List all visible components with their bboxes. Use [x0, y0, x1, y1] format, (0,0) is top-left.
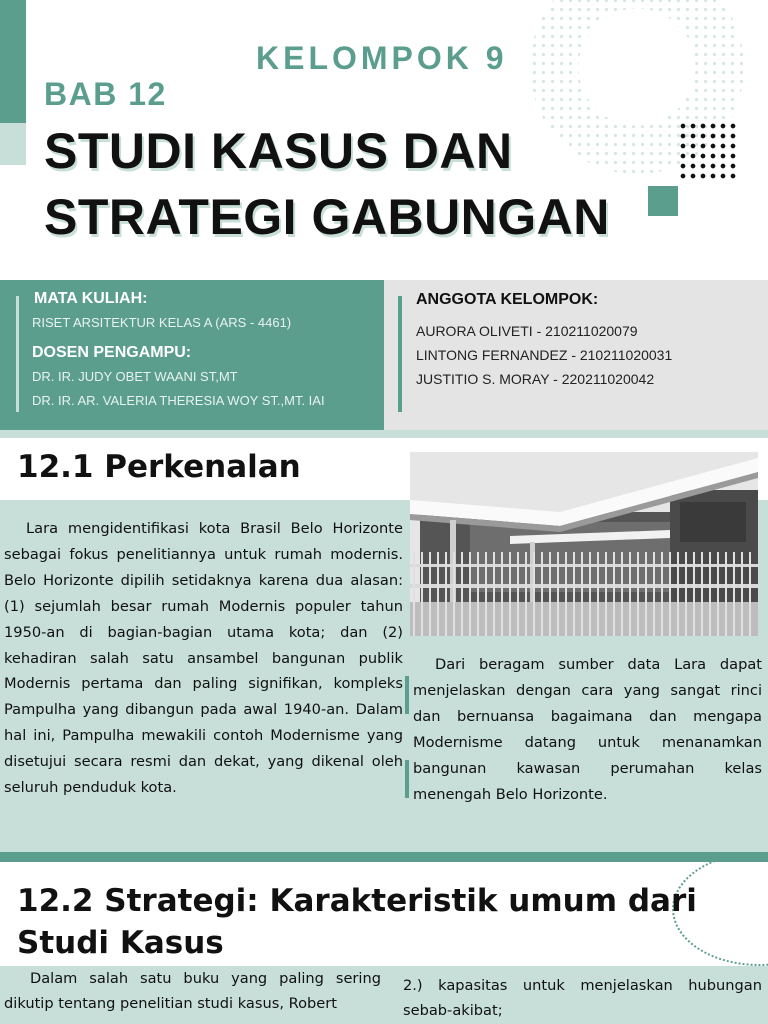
dot-grid-decoration	[678, 121, 738, 181]
teal-square-decoration	[648, 186, 678, 216]
title-line-2: STRATEGI GABUNGAN	[44, 189, 610, 245]
panel-divider-light	[16, 296, 19, 412]
group-title: KELOMPOK 9	[256, 40, 508, 76]
chapter-label: BAB 12	[44, 76, 167, 112]
member-2: LINTONG FERNANDEZ - 210211020031	[416, 347, 673, 363]
members-label: ANGGOTA KELOMPOK:	[416, 291, 599, 308]
page-title	[44, 118, 610, 250]
lecturer-2: DR. IR. AR. VALERIA THERESIA WOY ST.,MT. IAI	[32, 393, 325, 408]
section-2-heading-line-2: Studi Kasus	[17, 925, 224, 961]
accent-tick	[405, 676, 409, 714]
section-1-paragraph-right: Dari beragam sumber data Lara dapat menjelaskan dengan cara yang sangat rinci dan bernuansa bagaimana dan mengapa Modernisme datang untuk menanamkan bangunan kawasan perumahan kelas menengah Belo Horizonte.	[413, 656, 762, 803]
panel-divider-teal	[398, 296, 402, 412]
section-separator	[0, 430, 768, 438]
lecturer-1: DR. IR. JUDY OBET WAANI ST,MT	[32, 369, 238, 384]
section-1-heading: 12.1 Perkenalan	[17, 449, 301, 485]
section-separator-teal	[0, 852, 768, 862]
section-2-heading	[17, 880, 697, 964]
member-1: AURORA OLIVETI - 210211020079	[416, 323, 638, 339]
section-1-paragraph-left: Lara mengidentifikasi kota Brasil Belo Horizonte sebagai fokus penelitiannya untuk rumah modernis. Belo Horizonte dipilih setidaknya karena dua alasan: (1) sejumlah besar rumah Modernis populer tahun 1950-an di bagian-bagian utama kota; dan (2) kehadiran salah satu ansambel bangunan publik Modernis pertama dan paling signifikan, kompleks Pampulha yang dibangun pada awal 1940-an. Dalam hal ini, Pampulha mewakili contoh Modernisme yang disetujui secara resmi dan dekat, yang dikenal oleh seluruh penduduk kota.	[4, 520, 403, 797]
modernist-house-photo	[410, 452, 758, 636]
title-line-1: STUDI KASUS DAN	[44, 123, 513, 179]
section-2-paragraph-right: 2.) kapasitas untuk menjelaskan hubungan sebab-akibat;	[403, 977, 762, 1019]
section-2-heading-line-1: 12.2 Strategi: Karakteristik umum dari	[17, 883, 697, 919]
section-2-paragraph-left: Dalam salah satu buku yang paling sering dikutip tentang penelitian studi kasus, Robert	[4, 970, 381, 1012]
house-illustration	[410, 452, 758, 636]
lecturer-label: DOSEN PENGAMPU:	[32, 344, 192, 361]
course-name: RISET ARSITEKTUR KELAS A (ARS - 4461)	[32, 315, 292, 330]
accent-bar-dark	[0, 0, 26, 123]
accent-bar-light	[0, 123, 26, 165]
accent-tick	[405, 760, 409, 798]
member-3: JUSTITIO S. MORAY - 220211020042	[416, 371, 655, 387]
course-label: MATA KULIAH:	[34, 290, 148, 307]
